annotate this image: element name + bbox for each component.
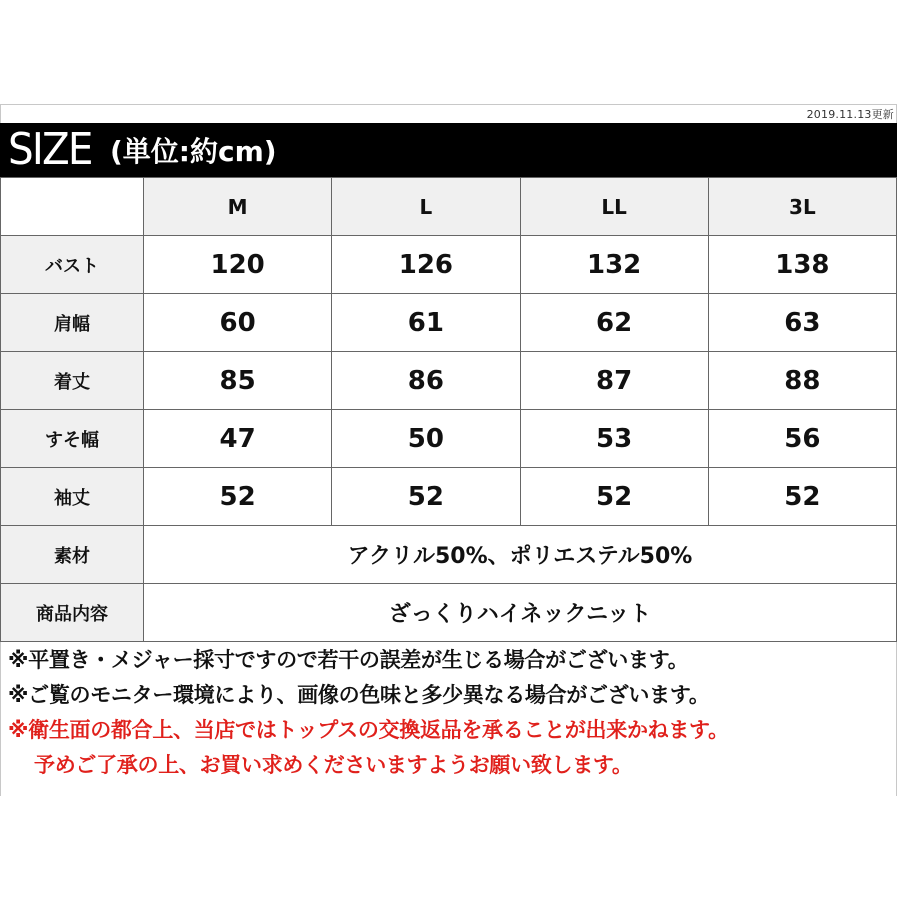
table-row-bust xyxy=(1,236,897,294)
title-bar xyxy=(0,123,897,177)
notes xyxy=(8,643,893,783)
row-label-hem-width: すそ幅 xyxy=(1,410,144,468)
value-cell: 87 xyxy=(520,352,708,410)
size-table xyxy=(0,177,897,642)
value-cell: 120 xyxy=(144,236,332,294)
title-main: SIZE xyxy=(8,124,92,175)
value-cell: 62 xyxy=(520,294,708,352)
value-cell: 88 xyxy=(708,352,896,410)
row-label-content: 商品内容 xyxy=(1,584,144,642)
size-header-m: M xyxy=(144,178,332,236)
value-cell: 61 xyxy=(332,294,520,352)
table-row-content xyxy=(1,584,897,642)
value-cell: 53 xyxy=(520,410,708,468)
value-cell: 138 xyxy=(708,236,896,294)
corner-cell xyxy=(1,178,144,236)
note-monitor: ※ご覧のモニター環境により、画像の色味と多少異なる場合がございます。 xyxy=(8,683,710,707)
value-cell: 47 xyxy=(144,410,332,468)
value-cell: 126 xyxy=(332,236,520,294)
value-cell: 132 xyxy=(520,236,708,294)
value-cell: 63 xyxy=(708,294,896,352)
value-cell: 50 xyxy=(332,410,520,468)
table-row-material xyxy=(1,526,897,584)
value-cell: 52 xyxy=(332,468,520,526)
value-cell: 85 xyxy=(144,352,332,410)
value-cell: 60 xyxy=(144,294,332,352)
title-unit: (単位:約cm) xyxy=(110,135,277,168)
row-label-material: 素材 xyxy=(1,526,144,584)
value-cell: 86 xyxy=(332,352,520,410)
size-header-row xyxy=(1,178,897,236)
content-value: ざっくりハイネックニット xyxy=(144,584,897,642)
table-row-shoulder xyxy=(1,294,897,352)
value-cell: 52 xyxy=(144,468,332,526)
size-header-l: L xyxy=(332,178,520,236)
table-row-length xyxy=(1,352,897,410)
note-no-returns: ※衛生面の都合上、当店ではトップスの交換返品を承ることが出来かねます。 xyxy=(8,718,729,742)
row-label-length: 着丈 xyxy=(1,352,144,410)
row-label-shoulder: 肩幅 xyxy=(1,294,144,352)
table-row-hem-width xyxy=(1,410,897,468)
note-measurement: ※平置き・メジャー採寸ですので若干の誤差が生じる場合がございます。 xyxy=(8,648,689,672)
update-date: 2019.11.13更新 xyxy=(806,108,894,121)
row-label-sleeve: 袖丈 xyxy=(1,468,144,526)
size-header-3l: 3L xyxy=(708,178,896,236)
value-cell: 56 xyxy=(708,410,896,468)
table-row-sleeve xyxy=(1,468,897,526)
size-header-ll: LL xyxy=(520,178,708,236)
note-acknowledge: 予めご了承の上、お買い求めくださいますようお願い致します。 xyxy=(34,753,633,777)
row-label-bust: バスト xyxy=(1,236,144,294)
value-cell: 52 xyxy=(520,468,708,526)
material-value: アクリル50%、ポリエステル50% xyxy=(144,526,897,584)
value-cell: 52 xyxy=(708,468,896,526)
